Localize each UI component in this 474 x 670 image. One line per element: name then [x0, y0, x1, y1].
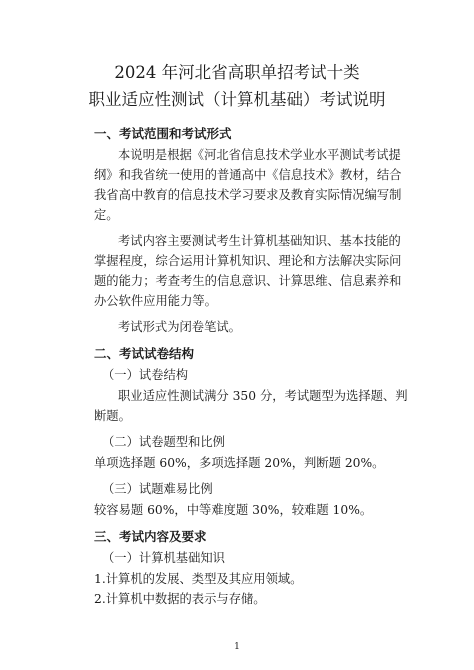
section-2-subheading-1: （一）试卷结构 [102, 368, 189, 382]
section-1-paragraph-3: 考试形式为闭卷笔试。 [118, 320, 241, 334]
section-2-text-1: 职业适应性测试满分 350 分，考试题型为选择题、判断题。 [94, 389, 408, 423]
section-1-paragraph-1: 本说明是根据《河北省信息技术学业水平测试考试提纲》和我省统一使用的普通高中《信息技术》教材，结合我省高中教育的信息技术学习要求及教育实际情况编写制定。 [94, 148, 402, 222]
section-3-item-1: 1.计算机的发展、类型及其应用领域。 [94, 572, 303, 586]
section-2-text-3: 较容易题 60%，中等难度题 30%，较难题 10%。 [94, 503, 373, 517]
section-2-text-2: 单项选择题 60%，多项选择题 20%，判断题 20%。 [94, 456, 385, 470]
section-2-heading: 二、考试试卷结构 [94, 346, 195, 361]
section-3-subheading-1: （一）计算机基础知识 [102, 551, 225, 565]
section-3-heading: 三、考试内容及要求 [94, 529, 207, 544]
section-1-paragraph-2: 考试内容主要测试考生计算机基础知识、基本技能的掌握程度，综合运用计算机知识、理论和方法解决实际问题的能力；考查考生的信息意识、计算思维、信息素养和办公软件应用能力等。 [94, 234, 402, 308]
section-1-heading: 一、考试范围和考试形式 [94, 126, 232, 141]
section-2-subheading-2: （二）试卷题型和比例 [102, 435, 225, 449]
document-body [94, 123, 408, 609]
document-title-line1: 2024 年河北省高职单招考试十类 [114, 63, 360, 82]
page-number: 1 [234, 642, 240, 652]
document-title-line2: 职业适应性测试（计算机基础）考试说明 [88, 90, 386, 109]
section-3-item-2: 2.计算机中数据的表示与存储。 [94, 592, 266, 606]
section-2-subheading-3: （三）试题难易比例 [102, 482, 213, 496]
